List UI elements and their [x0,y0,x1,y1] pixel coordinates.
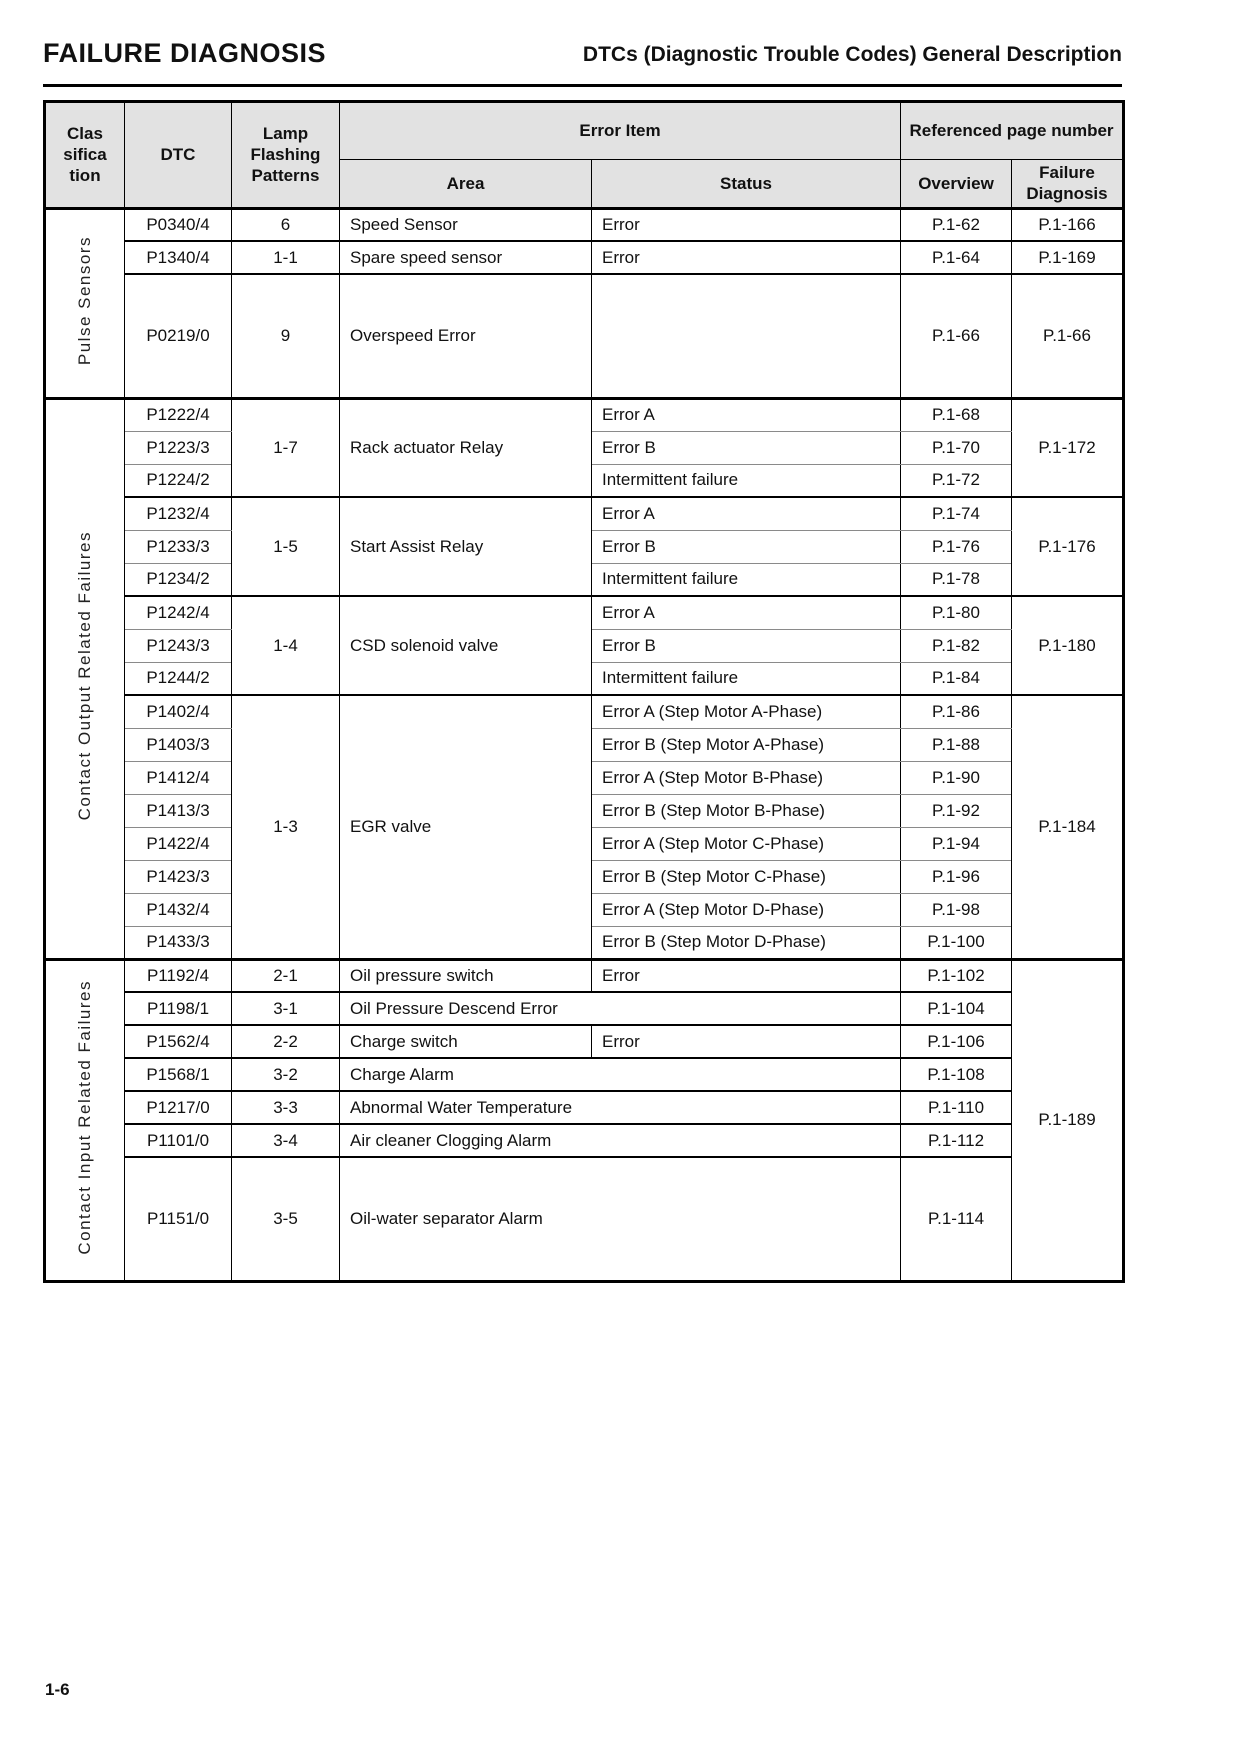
overview-page-cell: P.1-68 [901,398,1012,431]
status-cell: Error B [592,431,901,464]
area-cell: Oil pressure switch [340,959,592,992]
status-cell: Error A (Step Motor A-Phase) [592,695,901,728]
failure-page-cell: P.1-180 [1012,596,1124,695]
overview-page-cell: P.1-92 [901,794,1012,827]
status-cell: Error B [592,629,901,662]
chapter-title: FAILURE DIAGNOSIS [43,38,327,68]
status-cell: Error B [592,530,901,563]
status-cell: Intermittent failure [592,464,901,497]
table-row [45,497,1124,530]
dtc-cell: P1224/2 [125,464,232,497]
area-cell: Oil Pressure Descend Error [340,992,901,1025]
area-cell: Overspeed Error [340,274,592,398]
overview-page-cell: P.1-62 [901,208,1012,241]
overview-page-cell: P.1-114 [901,1157,1012,1281]
table-row [45,992,1124,1025]
area-cell: Rack actuator Relay [340,398,592,497]
overview-page-cell: P.1-102 [901,959,1012,992]
dtc-cell: P1232/4 [125,497,232,530]
overview-page-cell: P.1-96 [901,860,1012,893]
status-cell [592,274,901,398]
area-cell: CSD solenoid valve [340,596,592,695]
failure-page-cell: P.1-172 [1012,398,1124,497]
dtc-cell: P1198/1 [125,992,232,1025]
lamp-pattern-cell: 3-5 [232,1157,340,1281]
table-header [45,102,1124,209]
area-cell: Speed Sensor [340,208,592,241]
lamp-pattern-cell: 3-1 [232,992,340,1025]
area-cell: Abnormal Water Temperature [340,1091,901,1124]
failure-diagnosis-header: Failure Diagnosis [1012,160,1124,209]
error-item-header: Error Item [340,102,901,160]
dtc-cell: P1234/2 [125,563,232,596]
overview-page-cell: P.1-72 [901,464,1012,497]
classification-label: Contact Input Related Failures [75,980,94,1255]
page-title: DTCs (Diagnostic Trouble Codes) General Description [582,43,1122,66]
overview-page-cell: P.1-88 [901,728,1012,761]
dtc-cell: P1192/4 [125,959,232,992]
dtc-cell: P1562/4 [125,1025,232,1058]
classification-cell [45,208,125,398]
dtc-cell: P0219/0 [125,274,232,398]
area-cell: Oil-water separator Alarm [340,1157,901,1281]
table-row [45,241,1124,274]
area-cell: EGR valve [340,695,592,959]
status-cell: Error [592,1025,901,1058]
dtc-cell: P1244/2 [125,662,232,695]
dtc-cell: P1413/3 [125,794,232,827]
classification-label: Pulse Sensors [75,235,94,366]
dtc-cell: P1242/4 [125,596,232,629]
table-row [45,1025,1124,1058]
failure-page-cell: P.1-169 [1012,241,1124,274]
page-number: 1-6 [45,1680,70,1699]
status-cell: Error B (Step Motor A-Phase) [592,728,901,761]
classification-header: Clas sifica tion [45,102,125,209]
status-header: Status [592,160,901,209]
status-cell: Error A (Step Motor C-Phase) [592,827,901,860]
area-cell: Start Assist Relay [340,497,592,596]
lamp-pattern-cell: 1-1 [232,241,340,274]
overview-page-cell: P.1-112 [901,1124,1012,1157]
area-cell: Charge switch [340,1025,592,1058]
overview-page-cell: P.1-82 [901,629,1012,662]
failure-page-cell: P.1-166 [1012,208,1124,241]
overview-page-cell: P.1-64 [901,241,1012,274]
status-cell: Error A [592,398,901,431]
overview-page-cell: P.1-94 [901,827,1012,860]
table-row [45,1124,1124,1157]
overview-page-cell: P.1-98 [901,893,1012,926]
status-cell: Error [592,241,901,274]
status-cell: Error A (Step Motor B-Phase) [592,761,901,794]
dtc-header: DTC [125,102,232,209]
overview-page-cell: P.1-110 [901,1091,1012,1124]
lamp-pattern-cell: 1-7 [232,398,340,497]
dtc-cell: P1101/0 [125,1124,232,1157]
lamp-pattern-cell: 9 [232,274,340,398]
overview-page-cell: P.1-74 [901,497,1012,530]
lamp-pattern-cell: 2-1 [232,959,340,992]
overview-page-cell: P.1-106 [901,1025,1012,1058]
lamp-pattern-cell: 1-4 [232,596,340,695]
overview-page-cell: P.1-70 [901,431,1012,464]
table-row [45,959,1124,992]
overview-page-cell: P.1-78 [901,563,1012,596]
lamp-pattern-cell: 2-2 [232,1025,340,1058]
dtc-cell: P1217/0 [125,1091,232,1124]
overview-page-cell: P.1-108 [901,1058,1012,1091]
table-row [45,1157,1124,1281]
dtc-cell: P1243/3 [125,629,232,662]
dtc-cell: P1568/1 [125,1058,232,1091]
header-rule [43,84,1122,87]
overview-page-cell: P.1-100 [901,926,1012,959]
overview-page-cell: P.1-66 [901,274,1012,398]
dtc-cell: P1422/4 [125,827,232,860]
dtc-cell: P1223/3 [125,431,232,464]
table-body [45,208,1124,1281]
status-cell: Error B (Step Motor B-Phase) [592,794,901,827]
lamp-pattern-cell: 3-3 [232,1091,340,1124]
status-cell: Intermittent failure [592,563,901,596]
lamp-flashing-patterns-header: Lamp Flashing Patterns [232,102,340,209]
status-cell: Error [592,208,901,241]
lamp-pattern-cell: 6 [232,208,340,241]
failure-page-cell: P.1-189 [1012,959,1124,1281]
dtc-cell: P1433/3 [125,926,232,959]
overview-page-cell: P.1-90 [901,761,1012,794]
dtc-cell: P0340/4 [125,208,232,241]
lamp-pattern-cell: 1-5 [232,497,340,596]
status-cell: Error A [592,596,901,629]
failure-page-cell: P.1-176 [1012,497,1124,596]
classification-label: Contact Output Related Failures [75,531,94,821]
dtc-cell: P1151/0 [125,1157,232,1281]
table-row [45,695,1124,728]
dtc-cell: P1423/3 [125,860,232,893]
overview-page-cell: P.1-86 [901,695,1012,728]
page-header [43,38,1122,69]
table-row [45,1058,1124,1091]
status-cell: Error B (Step Motor D-Phase) [592,926,901,959]
lamp-pattern-cell: 3-2 [232,1058,340,1091]
dtc-cell: P1233/3 [125,530,232,563]
dtc-cell: P1432/4 [125,893,232,926]
overview-page-cell: P.1-76 [901,530,1012,563]
area-cell: Charge Alarm [340,1058,901,1091]
status-cell: Error B (Step Motor C-Phase) [592,860,901,893]
dtc-cell: P1412/4 [125,761,232,794]
dtc-table [43,100,1125,1283]
area-header: Area [340,160,592,209]
dtc-cell: P1340/4 [125,241,232,274]
table-row [45,398,1124,431]
classification-cell [45,959,125,1281]
area-cell: Air cleaner Clogging Alarm [340,1124,901,1157]
table-row [45,274,1124,398]
overview-page-cell: P.1-104 [901,992,1012,1025]
lamp-pattern-cell: 1-3 [232,695,340,959]
header-row-1 [45,102,1124,160]
lamp-pattern-cell: 3-4 [232,1124,340,1157]
failure-page-cell: P.1-66 [1012,274,1124,398]
classification-cell [45,398,125,959]
dtc-cell: P1402/4 [125,695,232,728]
status-cell: Intermittent failure [592,662,901,695]
table-row [45,208,1124,241]
dtc-cell: P1222/4 [125,398,232,431]
overview-page-cell: P.1-80 [901,596,1012,629]
area-cell: Spare speed sensor [340,241,592,274]
table-row [45,1091,1124,1124]
failure-page-cell: P.1-184 [1012,695,1124,959]
table-row [45,596,1124,629]
status-cell: Error [592,959,901,992]
dtc-cell: P1403/3 [125,728,232,761]
status-cell: Error A [592,497,901,530]
referenced-page-number-header: Referenced page number [901,102,1124,160]
overview-header: Overview [901,160,1012,209]
overview-page-cell: P.1-84 [901,662,1012,695]
status-cell: Error A (Step Motor D-Phase) [592,893,901,926]
